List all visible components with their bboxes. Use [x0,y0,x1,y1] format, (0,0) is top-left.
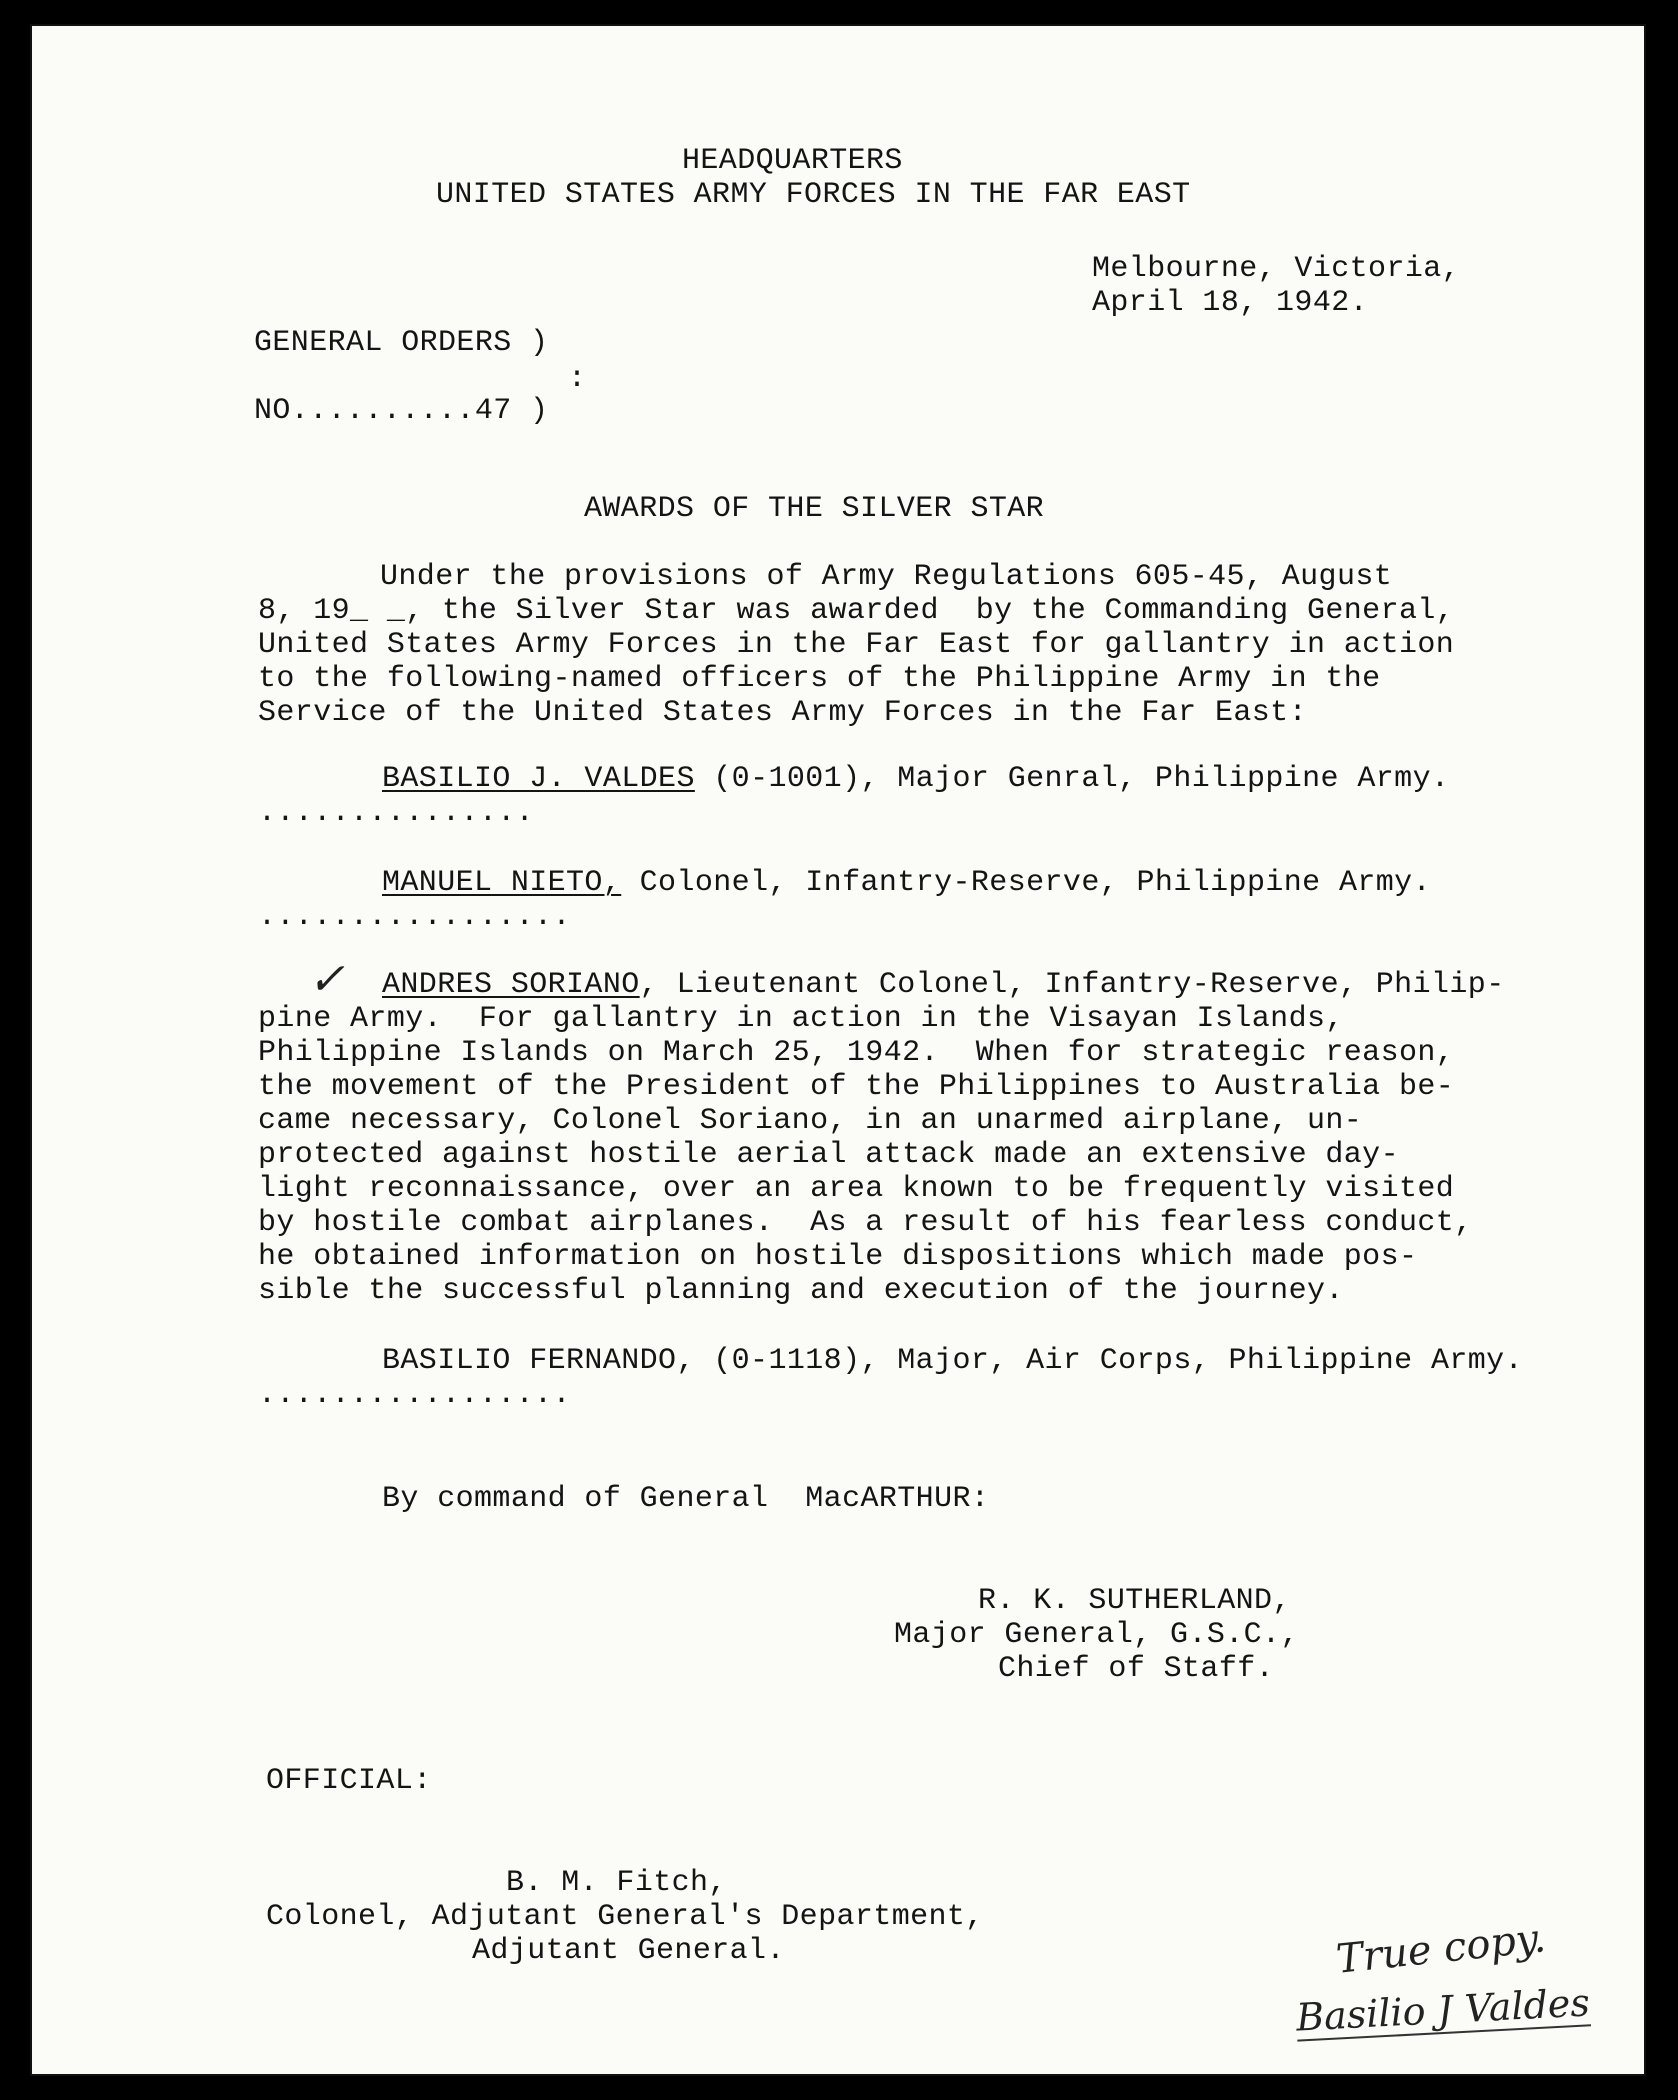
award-valdes [382,762,1449,796]
awardee-name: ANDRES SORIANO [382,968,640,1002]
check-mark: ✓ [308,954,345,1005]
citation-line: light reconnaissance, over an area known to be frequently visited [258,1172,1455,1206]
award-soriano [382,968,1505,1002]
awardee-details: Colonel, Infantry-Reserve, Philippine Army. [621,866,1431,900]
signer-rank: Major General, G.S.C., [894,1618,1299,1652]
citation-line: the movement of the President of the Philippines to Australia be- [258,1070,1455,1104]
handwritten-signature: Basilio J Valdes [1294,1980,1591,2040]
header-line-2: UNITED STATES ARMY FORCES IN THE FAR EAST [436,178,1191,212]
intro-line: Service of the United States Army Forces in the Far East: [258,696,1307,730]
official-rank: Colonel, Adjutant General's Department, [266,1900,984,1934]
awardee-name: MANUEL NIETO, [382,866,622,900]
citation-line: protected against hostile aerial attack made an extensive day- [258,1138,1399,1172]
citation-line: Philippine Islands on March 25, 1942. When for strategic reason, [258,1036,1455,1070]
official-name: B. M. Fitch, [506,1866,727,1900]
general-orders-colon: : [568,362,587,396]
place: Melbourne, Victoria, [1092,252,1461,286]
signer-name: R. K. SUTHERLAND, [978,1584,1291,1618]
document-page [30,24,1646,2076]
award-fernando: BASILIO FERNANDO, (0-1118), Major, Air Corps, Philippine Army. [382,1344,1523,1378]
intro-line: 8, 19_ _, the Silver Star was awarded by the Commanding General, [258,594,1455,628]
citation-line: came necessary, Colonel Soriano, in an unarmed airplane, un- [258,1104,1363,1138]
awardee-name: BASILIO J. VALDES [382,762,695,796]
intro-line: to the following-named officers of the Philippine Army in the [258,662,1381,696]
intro-line: Under the provisions of Army Regulations 605-45, August [380,560,1393,594]
award-nieto [382,866,1431,900]
awardee-details: (0-1001), Major Genral, Philippine Army. [694,762,1450,796]
citation-line: by hostile combat airplanes. As a result of his fearless conduct, [258,1206,1473,1240]
general-orders-label: GENERAL ORDERS ) [254,326,549,360]
award-dots: ................. [258,1378,571,1412]
handwritten-note: True copy. [1334,1915,1548,1983]
award-dots: ............... [258,796,535,830]
citation-line: pine Army. For gallantry in action in the Visayan Islands, [258,1002,1344,1036]
signer-title: Chief of Staff. [998,1652,1275,1686]
official-title: Adjutant General. [472,1934,785,1968]
awardee-details: , Lieutenant Colonel, Infantry-Reserve, Philip- [639,968,1505,1002]
official-label: OFFICIAL: [266,1764,432,1798]
command-line: By command of General MacARTHUR: [382,1482,990,1516]
document-title: AWARDS OF THE SILVER STAR [584,492,1045,526]
date: April 18, 1942. [1092,286,1369,320]
citation-line: he obtained information on hostile dispositions which made pos- [258,1240,1418,1274]
award-dots: ................. [258,900,571,934]
citation-line: sible the successful planning and execution of the journey. [258,1274,1344,1308]
intro-line: United States Army Forces in the Far East for gallantry in action [258,628,1455,662]
header-line-1: HEADQUARTERS [682,144,903,178]
general-orders-number: NO..........47 ) [254,394,549,428]
